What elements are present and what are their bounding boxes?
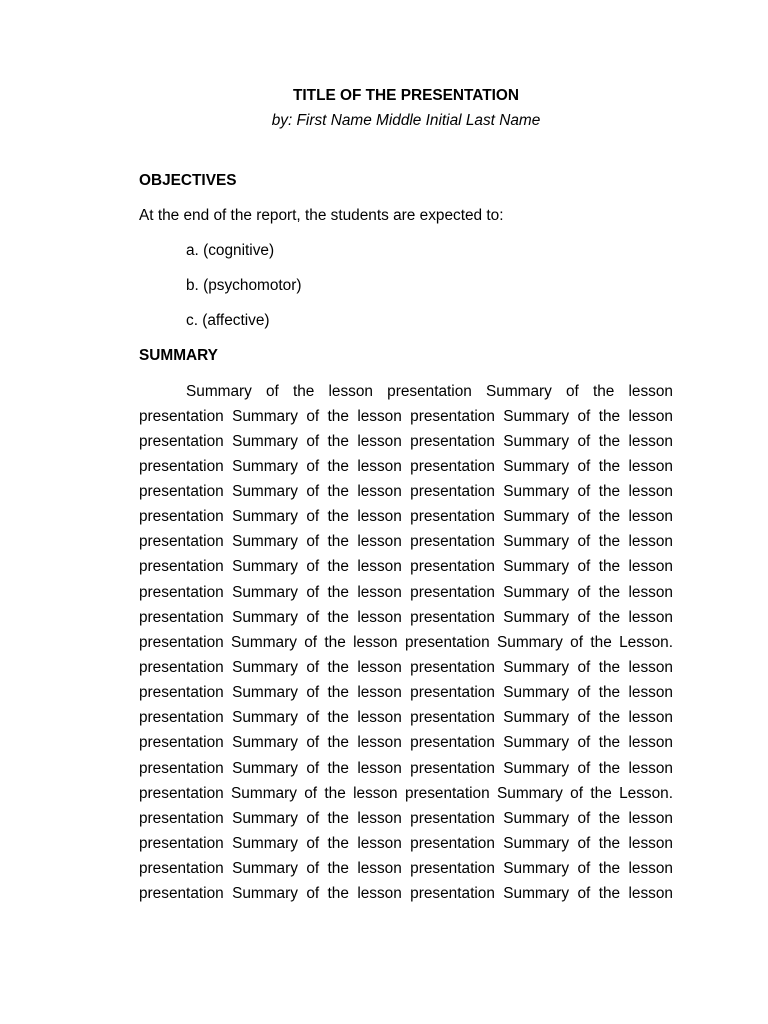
summary-line: presentation Summary of the lesson presentation Summary of the lesson bbox=[139, 432, 673, 450]
summary-paragraph bbox=[139, 379, 673, 907]
summary-line: presentation Summary of the lesson presentation Summary of the lesson bbox=[139, 407, 673, 425]
summary-line: presentation Summary of the lesson presentation Summary of the lesson bbox=[139, 558, 673, 576]
objectives-intro: At the end of the report, the students are expected to: bbox=[139, 207, 504, 224]
summary-line: presentation Summary of the lesson presentation Summary of the lesson bbox=[139, 608, 673, 626]
summary-line: presentation Summary of the lesson presentation Summary of the Lesson. bbox=[139, 633, 673, 651]
summary-line: presentation Summary of the lesson presentation Summary of the lesson bbox=[139, 860, 673, 878]
summary-line: presentation Summary of the lesson presentation Summary of the lesson bbox=[139, 457, 673, 475]
summary-line: presentation Summary of the lesson presentation Summary of the lesson bbox=[139, 684, 673, 702]
summary-line: presentation Summary of the lesson presentation Summary of the lesson bbox=[139, 508, 673, 526]
summary-line: presentation Summary of the lesson presentation Summary of the lesson bbox=[139, 835, 673, 853]
objective-item-psychomotor: b. (psychomotor) bbox=[186, 277, 302, 294]
summary-line: presentation Summary of the lesson presentation Summary of the lesson bbox=[139, 759, 673, 777]
summary-line: presentation Summary of the lesson presentation Summary of the lesson bbox=[139, 809, 673, 827]
summary-line: presentation Summary of the lesson presentation Summary of the lesson bbox=[139, 659, 673, 677]
objectives-heading: OBJECTIVES bbox=[139, 172, 237, 189]
author-byline: by: First Name Middle Initial Last Name bbox=[271, 112, 541, 129]
document-title: TITLE OF THE PRESENTATION bbox=[292, 87, 519, 104]
objective-item-affective: c. (affective) bbox=[186, 312, 270, 329]
summary-line: Summary of the lesson presentation Summary of the lesson bbox=[186, 382, 673, 400]
summary-line: presentation Summary of the lesson presentation Summary of the lesson bbox=[139, 885, 673, 903]
summary-line: presentation Summary of the lesson presentation Summary of the lesson bbox=[139, 533, 673, 551]
objective-item-cognitive: a. (cognitive) bbox=[186, 242, 275, 259]
summary-heading: SUMMARY bbox=[139, 347, 218, 364]
summary-line: presentation Summary of the lesson presentation Summary of the Lesson. bbox=[139, 784, 673, 802]
summary-line: presentation Summary of the lesson presentation Summary of the lesson bbox=[139, 734, 673, 752]
summary-line: presentation Summary of the lesson presentation Summary of the lesson bbox=[139, 483, 673, 501]
summary-line: presentation Summary of the lesson presentation Summary of the lesson bbox=[139, 583, 673, 601]
summary-line: presentation Summary of the lesson presentation Summary of the lesson bbox=[139, 709, 673, 727]
